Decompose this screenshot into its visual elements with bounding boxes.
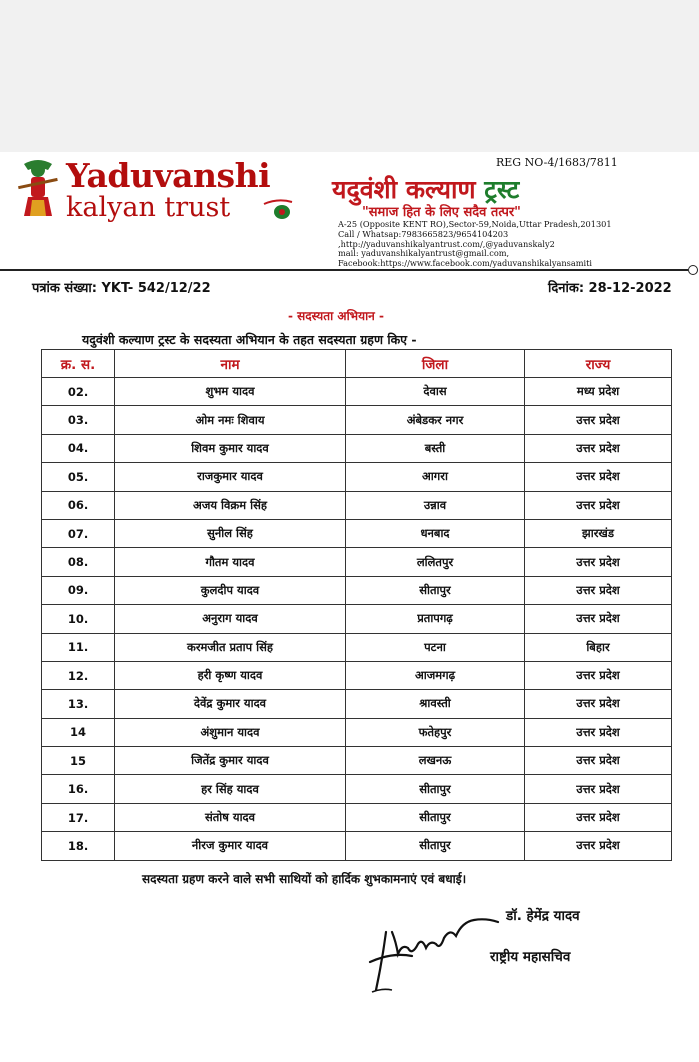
address-line: A-25 (Opposite KENT RO),Sector-59,Noida,Uttar Pradesh,201301 [338, 219, 612, 229]
cell-district: पटना [346, 633, 525, 661]
address-line: ,http://yaduvanshikalyantrust.com/,@yaduvanskaly2 [338, 238, 555, 249]
address-block [338, 220, 612, 269]
greeting-text: सदस्यता ग्रहण करने वाले सभी साथियों को हार्दिक शुभकामनाएं एवं बधाई। [142, 872, 467, 886]
table-row [42, 747, 672, 775]
cell-name: अंशुमान यादव [115, 718, 346, 746]
cell-state: झारखंड [525, 519, 672, 547]
cell-state: उत्तर प्रदेश [525, 491, 672, 519]
cell-serial: 03. [42, 406, 115, 434]
header-state: राज्य [525, 350, 672, 378]
krishna-logo-icon [14, 160, 62, 220]
cell-district: सीतापुर [346, 576, 525, 604]
cell-serial: 05. [42, 463, 115, 491]
cell-state: उत्तर प्रदेश [525, 747, 672, 775]
cell-name: नीरज कुमार यादव [115, 832, 346, 860]
cell-state: उत्तर प्रदेश [525, 832, 672, 860]
cell-serial: 08. [42, 548, 115, 576]
cell-name: करमजीत प्रताप सिंह [115, 633, 346, 661]
top-blank-area [0, 0, 699, 152]
cell-name: शुभम यादव [115, 378, 346, 406]
cell-district: ललितपुर [346, 548, 525, 576]
cell-district: आजमगढ़ [346, 661, 525, 689]
address-line: Call / Whatsap:7983665823/9654104203 [338, 228, 509, 239]
handwritten-signature [352, 892, 512, 1002]
table-row [42, 434, 672, 462]
cell-serial: 10. [42, 605, 115, 633]
trust-name-green: ट्रस्ट [484, 175, 520, 204]
table-row [42, 491, 672, 519]
cell-state: उत्तर प्रदेश [525, 548, 672, 576]
table-row [42, 803, 672, 831]
reference-number: पत्रांक संख्या: YKT- 542/12/22 [32, 281, 211, 296]
table-row [42, 576, 672, 604]
cell-serial: 02. [42, 378, 115, 406]
table-row [42, 633, 672, 661]
members-table [41, 349, 672, 861]
cell-district: सीतापुर [346, 775, 525, 803]
cell-serial: 06. [42, 491, 115, 519]
address-line: Facebook:https://www.facebook.com/yaduvanshikalyansamiti [338, 258, 593, 269]
signatory-name: डॉ. हेमेंद्र यादव [506, 908, 580, 924]
cell-serial: 14 [42, 718, 115, 746]
cell-name: अजय विक्रम सिंह [115, 491, 346, 519]
peacock-feather-icon [262, 196, 296, 222]
cell-serial: 15 [42, 747, 115, 775]
cell-serial: 04. [42, 434, 115, 462]
letter-date: दिनांक: 28-12-2022 [548, 281, 672, 296]
cell-state: उत्तर प्रदेश [525, 605, 672, 633]
cell-serial: 16. [42, 775, 115, 803]
header-serial: क्र. स. [42, 350, 115, 378]
table-row [42, 378, 672, 406]
cell-district: आगरा [346, 463, 525, 491]
logo-text-kalyan-trust: kalyan trust [66, 192, 231, 223]
cell-state: बिहार [525, 633, 672, 661]
cell-name: हर सिंह यादव [115, 775, 346, 803]
cell-district: सीतापुर [346, 803, 525, 831]
cell-name: ओम नमः शिवाय [115, 406, 346, 434]
table-row [42, 519, 672, 547]
intro-text: यदुवंशी कल्याण ट्रस्ट के सदस्यता अभियान के तहत सदस्यता ग्रहण किए - [82, 332, 417, 347]
cell-serial: 13. [42, 690, 115, 718]
cell-state: उत्तर प्रदेश [525, 661, 672, 689]
cell-serial: 18. [42, 832, 115, 860]
cell-district: प्रतापगढ़ [346, 605, 525, 633]
cell-state: उत्तर प्रदेश [525, 576, 672, 604]
cell-state: उत्तर प्रदेश [525, 690, 672, 718]
table-row [42, 548, 672, 576]
divider-end-dot [688, 265, 698, 275]
trust-name-red: यदुवंशी कल्याण [332, 175, 476, 204]
cell-name: अनुराग यादव [115, 605, 346, 633]
cell-state: मध्य प्रदेश [525, 378, 672, 406]
table-row [42, 661, 672, 689]
table-row [42, 718, 672, 746]
cell-name: सुनील सिंह [115, 519, 346, 547]
cell-name: देवेंद्र कुमार यादव [115, 690, 346, 718]
header-name: नाम [115, 350, 346, 378]
cell-state: उत्तर प्रदेश [525, 434, 672, 462]
cell-district: धनबाद [346, 519, 525, 547]
cell-name: हरी कृष्ण यादव [115, 661, 346, 689]
cell-name: जितेंद्र कुमार यादव [115, 747, 346, 775]
cell-district: सीतापुर [346, 832, 525, 860]
table-row [42, 463, 672, 491]
cell-name: संतोष यादव [115, 803, 346, 831]
table-row [42, 775, 672, 803]
address-line: mail: yaduvanshikalyantrust@gmail.com, [338, 248, 510, 259]
header-divider [0, 269, 688, 271]
cell-serial: 12. [42, 661, 115, 689]
cell-serial: 17. [42, 803, 115, 831]
table-header-row [42, 350, 672, 378]
cell-serial: 07. [42, 519, 115, 547]
cell-state: उत्तर प्रदेश [525, 775, 672, 803]
table-row [42, 406, 672, 434]
signatory-title: राष्ट्रीय महासचिव [490, 949, 571, 965]
table-row [42, 832, 672, 860]
cell-name: शिवम कुमार यादव [115, 434, 346, 462]
cell-district: श्रावस्ती [346, 690, 525, 718]
cell-district: बस्ती [346, 434, 525, 462]
cell-state: उत्तर प्रदेश [525, 463, 672, 491]
cell-district: अंबेडकर नगर [346, 406, 525, 434]
header-district: जिला [346, 350, 525, 378]
table-row [42, 690, 672, 718]
cell-state: उत्तर प्रदेश [525, 406, 672, 434]
cell-district: उन्नाव [346, 491, 525, 519]
slogan: "समाज हित के लिए सदैव तत्पर" [362, 205, 521, 220]
cell-state: उत्तर प्रदेश [525, 718, 672, 746]
registration-number: REG NO-4/1683/7811 [496, 156, 618, 169]
campaign-title: - सदस्यता अभियान - [288, 309, 384, 323]
cell-name: गौतम यादव [115, 548, 346, 576]
table-row [42, 605, 672, 633]
cell-name: कुलदीप यादव [115, 576, 346, 604]
cell-serial: 11. [42, 633, 115, 661]
cell-serial: 09. [42, 576, 115, 604]
cell-state: उत्तर प्रदेश [525, 803, 672, 831]
cell-name: राजकुमार यादव [115, 463, 346, 491]
logo-text-yaduvanshi: Yaduvanshi [66, 156, 271, 195]
cell-district: देवास [346, 378, 525, 406]
trust-name-hindi [332, 172, 519, 206]
cell-district: लखनऊ [346, 747, 525, 775]
cell-district: फतेहपुर [346, 718, 525, 746]
